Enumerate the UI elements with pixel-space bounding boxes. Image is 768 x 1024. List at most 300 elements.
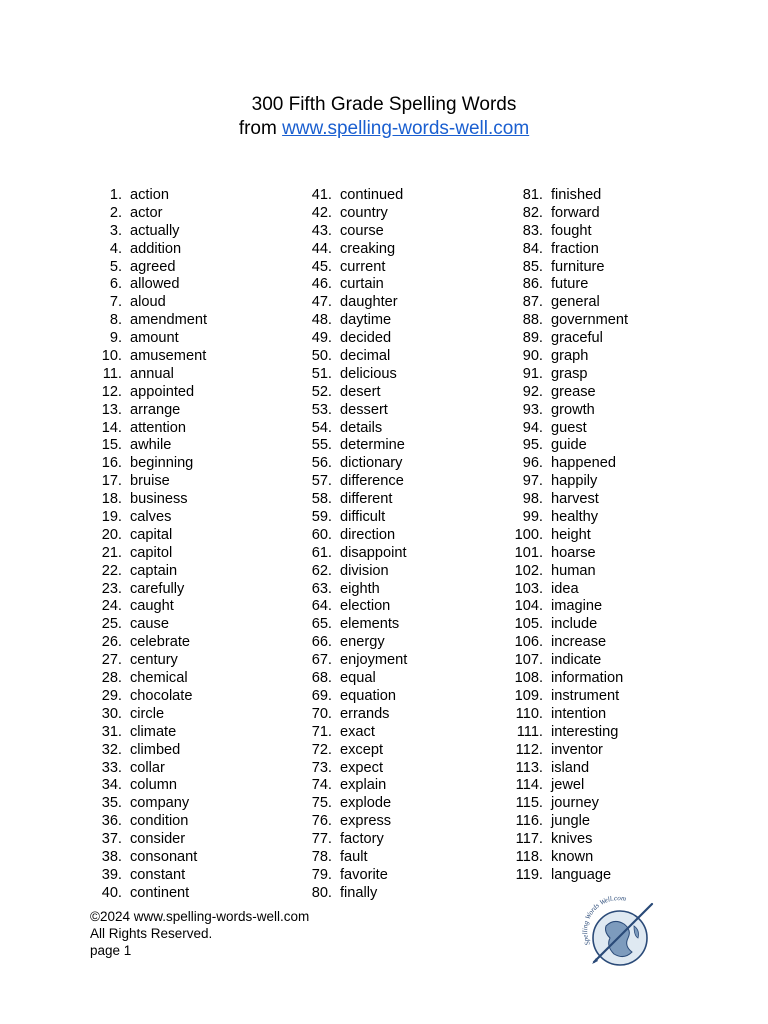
word-list-item [82,455,302,473]
word-list-item [82,634,302,652]
word-list-item [503,348,723,366]
word-list-item [82,652,302,670]
word-text: action [130,187,169,203]
word-number: 45. [311,258,332,275]
word-number: 24. [101,598,122,615]
word-number: 116. [515,813,543,830]
word-text: graph [551,348,589,365]
word-number: 13. [101,401,122,418]
word-text: caught [130,598,174,615]
word-text: different [340,491,393,508]
word-list-item [82,330,302,348]
word-list-item [292,348,512,366]
word-number: 48. [311,312,332,329]
word-text: consonant [130,848,198,865]
word-number: 79. [311,866,332,883]
word-list-item [292,760,512,778]
word-text: company [130,795,190,812]
word-number: 3. [109,222,122,239]
word-list-item [82,598,302,616]
word-number: 47. [311,294,332,311]
word-text: height [551,526,591,543]
word-number: 33. [101,759,122,776]
word-number: 40. [101,884,122,901]
word-number: 112. [515,741,543,758]
word-list-item [292,688,512,706]
word-number: 44. [311,240,332,257]
word-number: 9. [109,330,122,347]
word-number: 56. [311,455,332,472]
word-number: 77. [311,831,332,848]
word-text: climate [130,723,177,740]
word-text: jungle [551,813,590,830]
word-list-item [503,706,723,724]
word-number: 98. [522,491,543,508]
word-number: 10. [101,348,122,365]
word-text: constant [130,866,186,883]
word-number: 80. [311,884,332,901]
word-list-item [292,724,512,742]
word-list-item [503,616,723,634]
word-text: happily [551,473,598,490]
word-number: 102. [514,562,543,579]
word-list-item [292,795,512,813]
word-text: division [340,562,389,579]
word-list-item [82,795,302,813]
word-number: 87. [522,294,543,311]
word-list-item [503,777,723,795]
word-number: 42. [311,204,332,221]
word-list-item [503,831,723,849]
word-number: 15. [101,437,122,454]
word-text: continued [340,187,404,203]
word-number: 81. [522,187,543,203]
word-list-item [292,616,512,634]
word-list-item [503,259,723,277]
word-number: 52. [311,383,332,400]
word-text: desert [340,383,381,400]
word-number: 4. [109,240,122,257]
word-number: 18. [101,491,122,508]
word-number: 49. [311,330,332,347]
word-text: growth [551,401,595,418]
word-text: capitol [130,544,173,561]
word-text: circle [130,705,165,722]
word-number: 1. [109,187,122,203]
word-text: equal [340,670,376,687]
word-list-item [503,760,723,778]
word-list-item [82,777,302,795]
word-number: 25. [101,616,122,633]
word-list-item [292,491,512,509]
word-text: inventor [551,741,603,758]
word-text: equation [340,687,396,704]
word-number: 23. [101,580,122,597]
word-number: 118. [515,848,543,865]
page-subtitle [0,117,768,141]
word-number: 32. [101,741,122,758]
word-number: 100. [514,526,543,543]
word-number: 5. [109,258,122,275]
rights-text: All Rights Reserved. [90,926,213,942]
word-number: 104. [514,598,543,615]
word-list-item [82,366,302,384]
word-list-item [292,509,512,527]
word-number: 46. [311,276,332,293]
word-list-item [503,527,723,545]
word-number: 59. [311,509,332,526]
word-list-item [82,259,302,277]
word-list-item [82,616,302,634]
word-text: finally [340,884,378,901]
word-list-item [503,849,723,867]
word-number: 69. [311,687,332,704]
word-number: 6. [109,276,122,293]
word-list-item [503,795,723,813]
word-text: carefully [130,580,185,597]
word-text: interesting [551,723,619,740]
word-number: 51. [311,365,332,382]
word-text: direction [340,526,396,543]
word-number: 26. [101,634,122,651]
word-list-item [503,581,723,599]
word-column-3 [503,187,723,885]
word-text: country [340,204,388,221]
word-text: amusement [130,348,207,365]
word-list-item [292,473,512,491]
word-number: 11. [102,365,122,382]
word-number: 88. [522,312,543,329]
word-list-item [82,563,302,581]
word-list-item [82,831,302,849]
word-text: difficult [340,509,386,526]
word-list-item [82,706,302,724]
word-list-item [503,384,723,402]
word-list-item [503,437,723,455]
word-number: 27. [101,652,122,669]
word-number: 96. [522,455,543,472]
word-list-item [292,330,512,348]
word-text: decimal [340,348,391,365]
word-list-item [292,437,512,455]
word-number: 71. [311,723,332,740]
word-number: 93. [522,401,543,418]
globe-logo-icon [576,896,660,970]
word-number: 50. [311,348,332,365]
word-text: finished [551,187,602,203]
word-number: 61. [311,544,332,561]
word-number: 91. [522,365,543,382]
word-number: 76. [311,813,332,830]
word-list-item [82,241,302,259]
word-text: attention [130,419,186,436]
word-list-item [292,706,512,724]
page-footer [90,908,309,960]
word-number: 108. [514,670,543,687]
word-list-item [292,223,512,241]
word-list-item [503,420,723,438]
word-number: 30. [101,705,122,722]
word-text: grasp [551,365,588,382]
word-list-item [292,259,512,277]
word-list-item [292,563,512,581]
word-list-item [292,581,512,599]
word-number: 110. [515,705,543,722]
word-list-item [82,527,302,545]
word-text: errands [340,705,390,722]
word-text: intention [551,705,607,722]
word-number: 75. [311,795,332,812]
word-text: elements [340,616,400,633]
word-text: bruise [130,473,170,490]
word-list-item [82,294,302,312]
word-text: graceful [551,330,603,347]
word-text: curtain [340,276,384,293]
word-list-item [503,742,723,760]
word-list-item [82,223,302,241]
word-text: addition [130,240,182,257]
word-number: 97. [522,473,543,490]
word-text: idea [551,580,579,597]
word-text: agreed [130,258,176,275]
word-text: actor [130,204,163,221]
word-text: aloud [130,294,166,311]
word-text: dessert [340,401,388,418]
word-text: condition [130,813,189,830]
word-number: 70. [311,705,332,722]
word-number: 57. [311,473,332,490]
word-list-item [82,670,302,688]
word-list-item [82,473,302,491]
word-number: 65. [311,616,332,633]
word-list-item [292,545,512,563]
word-number: 90. [522,348,543,365]
word-number: 63. [311,580,332,597]
word-list-item [82,760,302,778]
word-list-item [292,742,512,760]
word-text: chocolate [130,687,193,704]
word-text: decided [340,330,392,347]
word-list-item [503,688,723,706]
word-number: 20. [101,526,122,543]
word-list-item [503,312,723,330]
word-list-item [292,598,512,616]
word-text: actually [130,222,180,239]
word-text: healthy [551,509,599,526]
word-text: include [551,616,598,633]
word-text: happened [551,455,616,472]
word-list-item [292,384,512,402]
word-text: captain [130,562,178,579]
word-column-1 [82,187,302,903]
word-number: 17. [101,473,122,490]
word-list-item [292,527,512,545]
word-text: grease [551,383,596,400]
word-text: creaking [340,240,396,257]
word-number: 106. [514,634,543,651]
word-text: general [551,294,600,311]
word-number: 99. [522,509,543,526]
word-number: 62. [311,562,332,579]
word-number: 2. [109,204,122,221]
word-list-item [503,402,723,420]
word-number: 53. [311,401,332,418]
word-list-item [292,634,512,652]
word-number: 94. [522,419,543,436]
word-list-item [292,652,512,670]
website-link[interactable]: www.spelling-words-well.com [282,118,530,139]
word-text: century [130,652,178,669]
word-list-item [82,402,302,420]
word-number: 109. [514,687,543,704]
word-text: express [340,813,392,830]
word-text: amount [130,330,179,347]
word-number: 72. [311,741,332,758]
word-text: cause [130,616,169,633]
word-text: delicious [340,365,397,382]
word-number: 39. [101,866,122,883]
page-title: 300 Fifth Grade Spelling Words [251,94,517,115]
word-number: 73. [311,759,332,776]
word-list-item [503,813,723,831]
word-number: 82. [522,204,543,221]
word-list-item [292,312,512,330]
word-number: 7. [109,294,122,311]
word-number: 29. [101,687,122,704]
word-number: 22. [101,562,122,579]
word-number: 117. [515,831,543,848]
word-number: 119. [515,866,543,883]
word-list-item [503,634,723,652]
word-number: 19. [101,509,122,526]
word-list-item [82,312,302,330]
word-text: continent [130,884,190,901]
word-list-item [503,867,723,885]
word-text: eighth [340,580,380,597]
word-text: hoarse [551,544,596,561]
word-number: 28. [101,670,122,687]
word-number: 95. [522,437,543,454]
word-list-item [503,473,723,491]
word-list-item [503,670,723,688]
word-column-2 [292,187,512,903]
word-number: 107. [514,652,543,669]
word-list-item [82,420,302,438]
word-text: column [130,777,178,794]
word-number: 55. [311,437,332,454]
word-list-item [503,294,723,312]
word-text: guide [551,437,587,454]
word-list-item [292,187,512,205]
word-list-item [82,509,302,527]
word-text: factory [340,831,384,848]
word-list-item [82,187,302,205]
word-text: expect [340,759,383,776]
word-text: chemical [130,670,188,687]
word-list-item [503,598,723,616]
word-number: 43. [311,222,332,239]
word-number: 31. [101,723,122,740]
word-text: fault [340,848,368,865]
word-list-item [503,652,723,670]
word-text: collar [130,759,165,776]
word-list-item [503,563,723,581]
word-list-item [82,276,302,294]
word-number: 60. [311,526,332,543]
word-number: 8. [109,312,122,329]
word-text: dictionary [340,455,403,472]
word-list-item [82,849,302,867]
word-number: 68. [311,670,332,687]
word-text: increase [551,634,607,651]
word-text: calves [130,509,172,526]
word-text: allowed [130,276,180,293]
word-number: 21. [101,544,122,561]
word-list-item [503,187,723,205]
word-text: fraction [551,240,599,257]
word-text: furniture [551,258,605,275]
word-text: indicate [551,652,602,669]
word-number: 101. [514,544,543,561]
word-text: exact [340,723,375,740]
word-text: disappoint [340,544,407,561]
word-number: 34. [101,777,122,794]
page-header [0,93,768,141]
word-text: energy [340,634,385,651]
word-list-item [503,455,723,473]
word-list-item [82,545,302,563]
word-text: information [551,670,624,687]
word-list-item [82,742,302,760]
word-list-item [82,205,302,223]
word-text: favorite [340,866,388,883]
word-number: 114. [515,777,543,794]
word-number: 78. [311,848,332,865]
word-list-item [82,384,302,402]
word-number: 41. [311,187,332,203]
word-list-item [503,509,723,527]
word-text: capital [130,526,173,543]
word-number: 12. [101,383,122,400]
word-number: 84. [522,240,543,257]
word-number: 89. [522,330,543,347]
word-list-item [503,366,723,384]
word-text: arrange [130,401,181,418]
word-number: 113. [515,759,543,776]
word-text: known [551,848,594,865]
word-text: knives [551,831,593,848]
word-list-item [82,491,302,509]
word-text: imagine [551,598,603,615]
word-list-item [503,491,723,509]
word-list-item [82,688,302,706]
word-text: daughter [340,294,398,311]
word-list-item [82,885,302,903]
word-list-item [292,366,512,384]
word-number: 67. [311,652,332,669]
word-text: jewel [551,777,585,794]
word-number: 74. [311,777,332,794]
word-text: explode [340,795,392,812]
word-text: election [340,598,391,615]
word-text: future [551,276,589,293]
copyright-text: ©2024 www.spelling-words-well.com [90,909,310,924]
word-list-item [82,724,302,742]
word-number: 35. [101,795,122,812]
word-list-item [82,348,302,366]
word-text: government [551,312,629,329]
word-list-item [82,813,302,831]
